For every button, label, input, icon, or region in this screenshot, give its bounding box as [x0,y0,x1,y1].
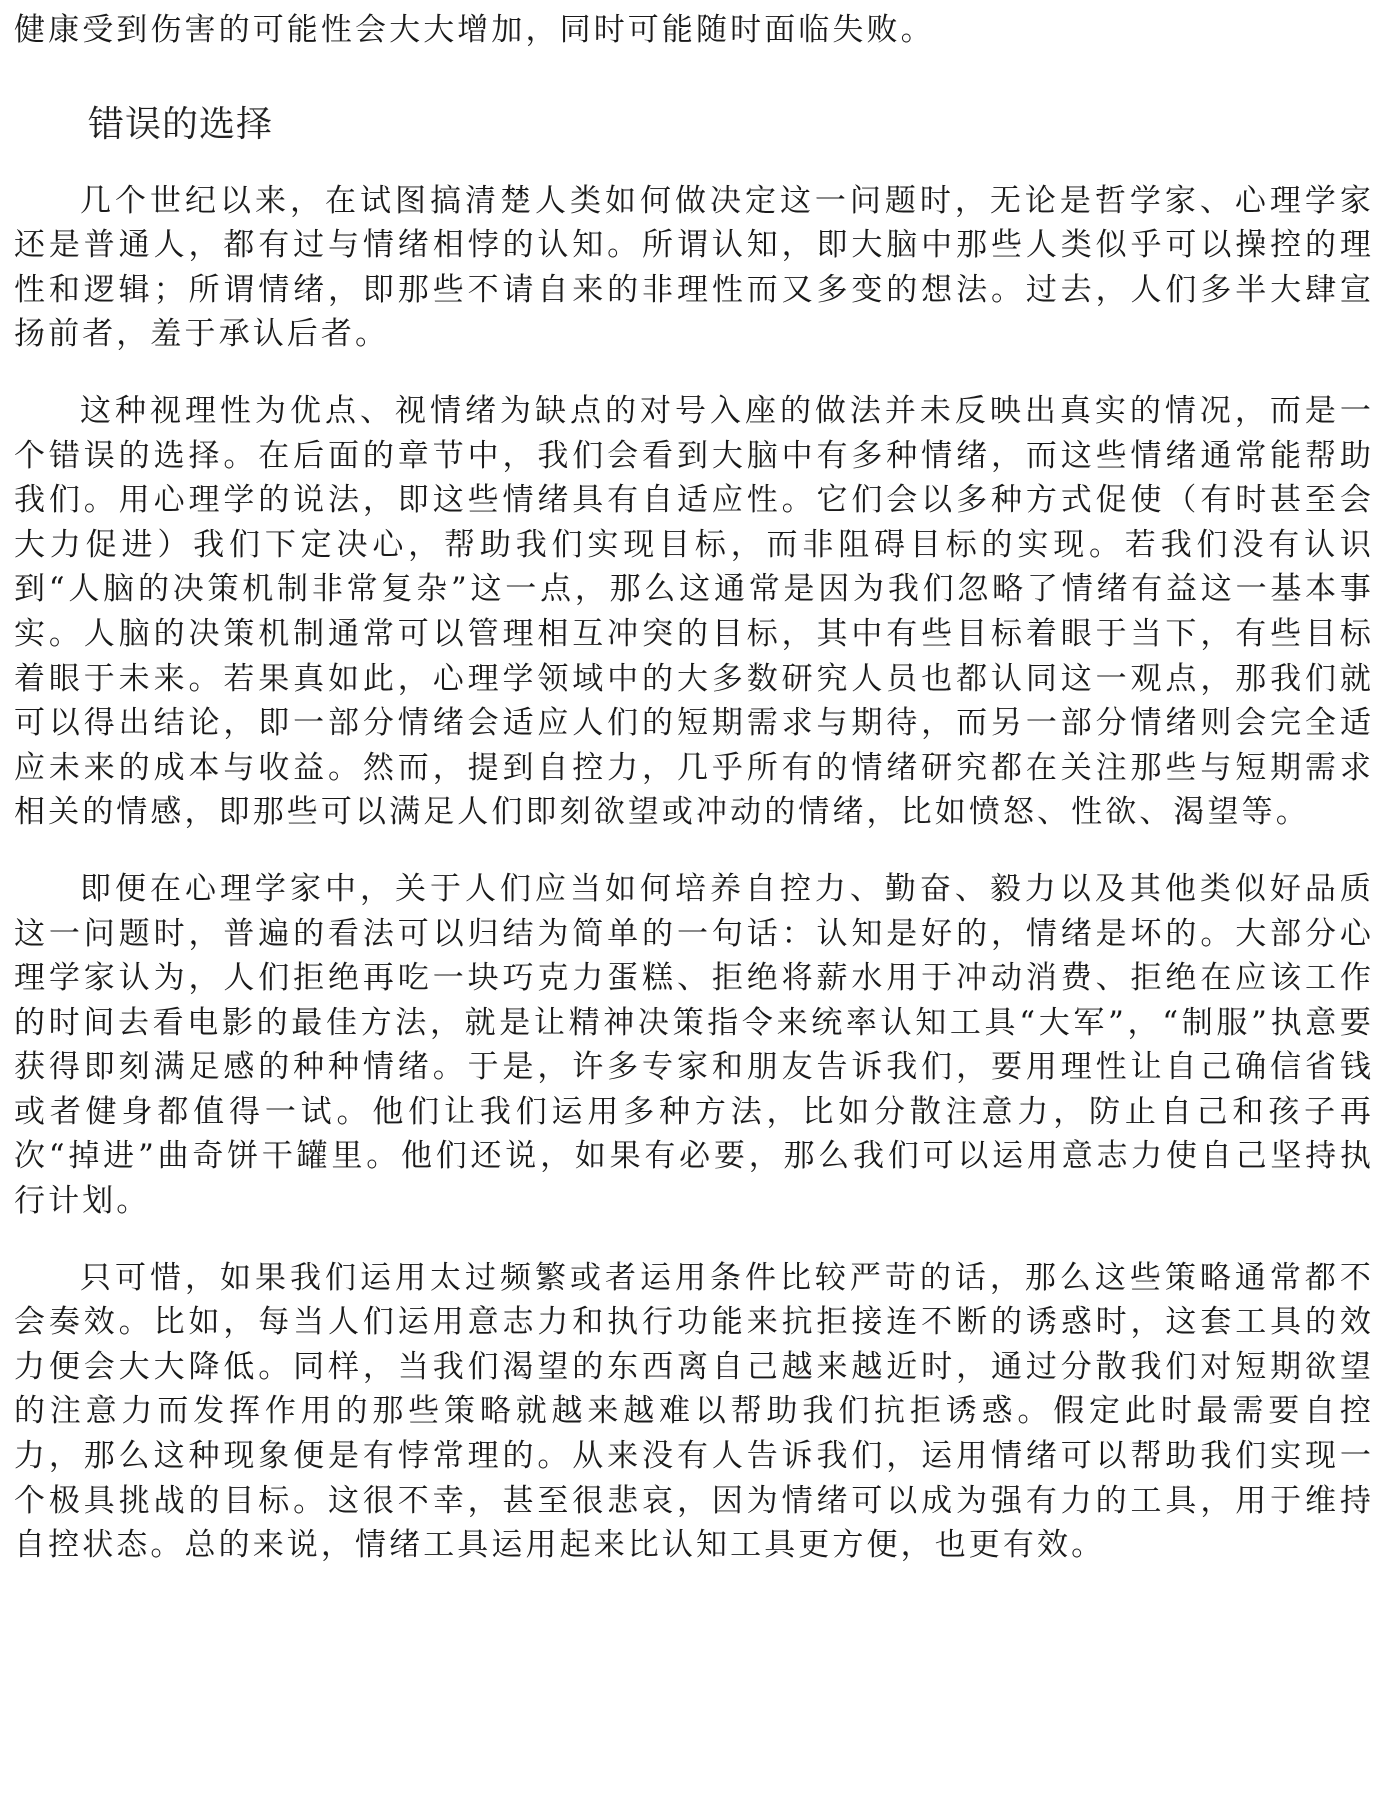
document-page [14,8,1374,1568]
section-heading: 错误的选择 [88,103,274,145]
body-paragraph: 几个世纪以来，在试图搞清楚人类如何做决定这一问题时，无论是哲学家、心理学家还是普通人，都有过与情绪相悖的认知。所谓认知，即大脑中那些人类似乎可以操控的理性和逻辑；所谓情绪，即那些不请自来的非理性而又多变的想法。过去，人们多半大肆宣扬前者，羞于承认后者。 [14,182,1374,353]
body-paragraph: 这种视理性为优点、视情绪为缺点的对号入座的做法并未反映出真实的情况，而是一个错误的选择。在后面的章节中，我们会看到大脑中有多种情绪，而这些情绪通常能帮助我们。用心理学的说法，即这些情绪具有自适应性。它们会以多种方式促使（有时甚至会大力促进）我们下定决心，帮助我们实现目标，而非阻碍目标的实现。若我们没有认识到“人脑的决策机制非常复杂”这一点，那么这通常是因为我们忽略了情绪有益这一基本事实。人脑的决策机制通常可以管理相互冲突的目标，其中有些目标着眼于当下，有些目标着眼于未来。若果真如此，心理学领域中的大多数研究人员也都认同这一观点，那我们就可以得出结论，即一部分情绪会适应人们的短期需求与期待，而另一部分情绪则会完全适应未来的成本与收益。然而，提到自控力，几乎所有的情绪研究都在关注那些与短期需求相关的情感，即那些可以满足人们即刻欲望或冲动的情绪，比如愤怒、性欲、渴望等。 [14,392,1374,831]
body-paragraph: 只可惜，如果我们运用太过频繁或者运用条件比较严苛的话，那么这些策略通常都不会奏效。比如，每当人们运用意志力和执行功能来抗拒接连不断的诱惑时，这套工具的效力便会大大降低。同样，当我们渴望的东西离自己越来越近时，通过分散我们对短期欲望的注意力而发挥作用的那些策略就越来越难以帮助我们抗拒诱惑。假定此时最需要自控力，那么这种现象便是有悖常理的。从来没有人告诉我们，运用情绪可以帮助我们实现一个极具挑战的目标。这很不幸，甚至很悲哀，因为情绪可以成为强有力的工具，用于维持自控状态。总的来说，情绪工具运用起来比认知工具更方便，也更有效。 [14,1259,1374,1564]
lead-paragraph: 健康受到伤害的可能性会大大增加，同时可能随时面临失败。 [14,12,935,48]
body-paragraph: 即便在心理学家中，关于人们应当如何培养自控力、勤奋、毅力以及其他类似好品质这一问题时，普遍的看法可以归结为简单的一句话：认知是好的，情绪是坏的。大部分心理学家认为，人们拒绝再吃一块巧克力蛋糕、拒绝将薪水用于冲动消费、拒绝在应该工作的时间去看电影的最佳方法，就是让精神决策指令来统率认知工具“大军”，“制服”执意要获得即刻满足感的种种情绪。于是，许多专家和朋友告诉我们，要用理性让自己确信省钱或者健身都值得一试。他们让我们运用多种方法，比如分散注意力，防止自己和孩子再次“掉进”曲奇饼干罐里。他们还说，如果有必要，那么我们可以运用意志力使自己坚持执行计划。 [14,870,1374,1220]
